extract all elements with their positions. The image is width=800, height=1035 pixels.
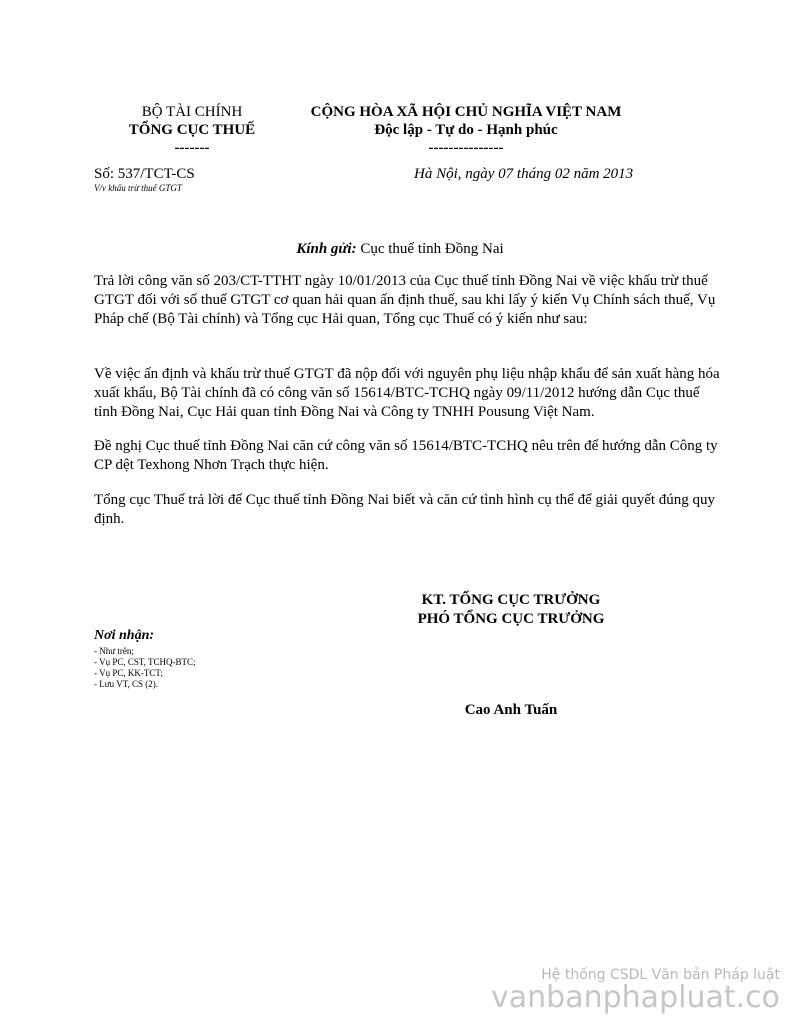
signature-block (400, 591, 622, 629)
body-paragraph-3: Đề nghị Cục thuế tỉnh Đồng Nai căn cứ công văn số 15614/BTC-TCHQ nêu trên để hướng dẫn Công ty CP dệt Texhong Nhơn Trạch thực hiện. (94, 438, 718, 473)
republic-header (286, 103, 646, 157)
greeting-line (0, 240, 800, 258)
signature-title-1: KT. TỔNG CỤC TRƯỞNG (421, 592, 601, 608)
country-name: CỘNG HÒA XÃ HỘI CHỦ NGHĨA VIỆT NAM (310, 104, 622, 120)
signer-name: Cao Anh Tuấn (464, 702, 558, 718)
recipient-item: - Vụ PC, KK-TCT; (94, 668, 163, 678)
watermark-site: vanbanphapluat.co (491, 980, 780, 1015)
republic-divider: --------------- (428, 140, 504, 156)
signature-title-2: PHÓ TỔNG CỤC TRƯỞNG (417, 611, 605, 627)
watermark-caption: Hệ thống CSDL Văn bản Pháp luật (541, 967, 780, 983)
body-paragraph-4: Tổng cục Thuế trả lời để Cục thuế tỉnh Đồng Nai biết và căn cứ tình hình cụ thể để giải quyết đúng quy định. (94, 492, 716, 527)
body-paragraph-2: Về việc ấn định và khấu trừ thuế GTGT đã nộp đối với nguyên phụ liệu nhập khẩu để sản xuất hàng hóa xuất khẩu, Bộ Tài chính đã có công văn số 15614/BTC-TCHQ ngày 09/11/2012 hướng dẫn Cục thuế tỉnh Đồng Nai, Cục Hải quan tỉnh Đồng Nai và Công ty TNHH Pousung Việt Nam. (94, 366, 720, 420)
document-number: Số: 537/TCT-CS (94, 166, 195, 182)
body-paragraph-1: Trả lời công văn số 203/CT-TTHT ngày 10/01/2013 của Cục thuế tỉnh Đồng Nai về việc khấu trừ thuế GTGT đối với số thuế GTGT cơ quan hải quan ấn định thuế, sau khi lấy ý kiến Vụ Chính sách thuế, Vụ Pháp chế (Bộ Tài chính) và Tổng cục Hải quan, Tổng cục Thuế có ý kiến như sau: (94, 273, 716, 327)
ministry-header (92, 103, 292, 157)
greeting-recipient: Cục thuế tỉnh Đồng Nai (360, 241, 504, 257)
recipient-item: - Vụ PC, CST, TCHQ-BTC; (94, 657, 196, 667)
ministry-divider: ------- (174, 140, 210, 156)
document-subject: V/v khấu trừ thuế GTGT (94, 183, 182, 193)
national-motto: Độc lập - Tự do - Hạnh phúc (374, 122, 558, 138)
place-date: Hà Nội, ngày 07 tháng 02 năm 2013 (414, 166, 634, 182)
department-name: TỔNG CỤC THUẾ (128, 122, 256, 138)
recipients-title: Nơi nhận: (94, 628, 155, 643)
ministry-name: BỘ TÀI CHÍNH (141, 104, 243, 120)
recipient-item: - Lưu VT, CS (2). (94, 679, 159, 689)
recipient-item: - Như trên; (94, 646, 134, 656)
recipients-list (94, 646, 196, 690)
greeting-label: Kính gửi: (296, 241, 357, 257)
